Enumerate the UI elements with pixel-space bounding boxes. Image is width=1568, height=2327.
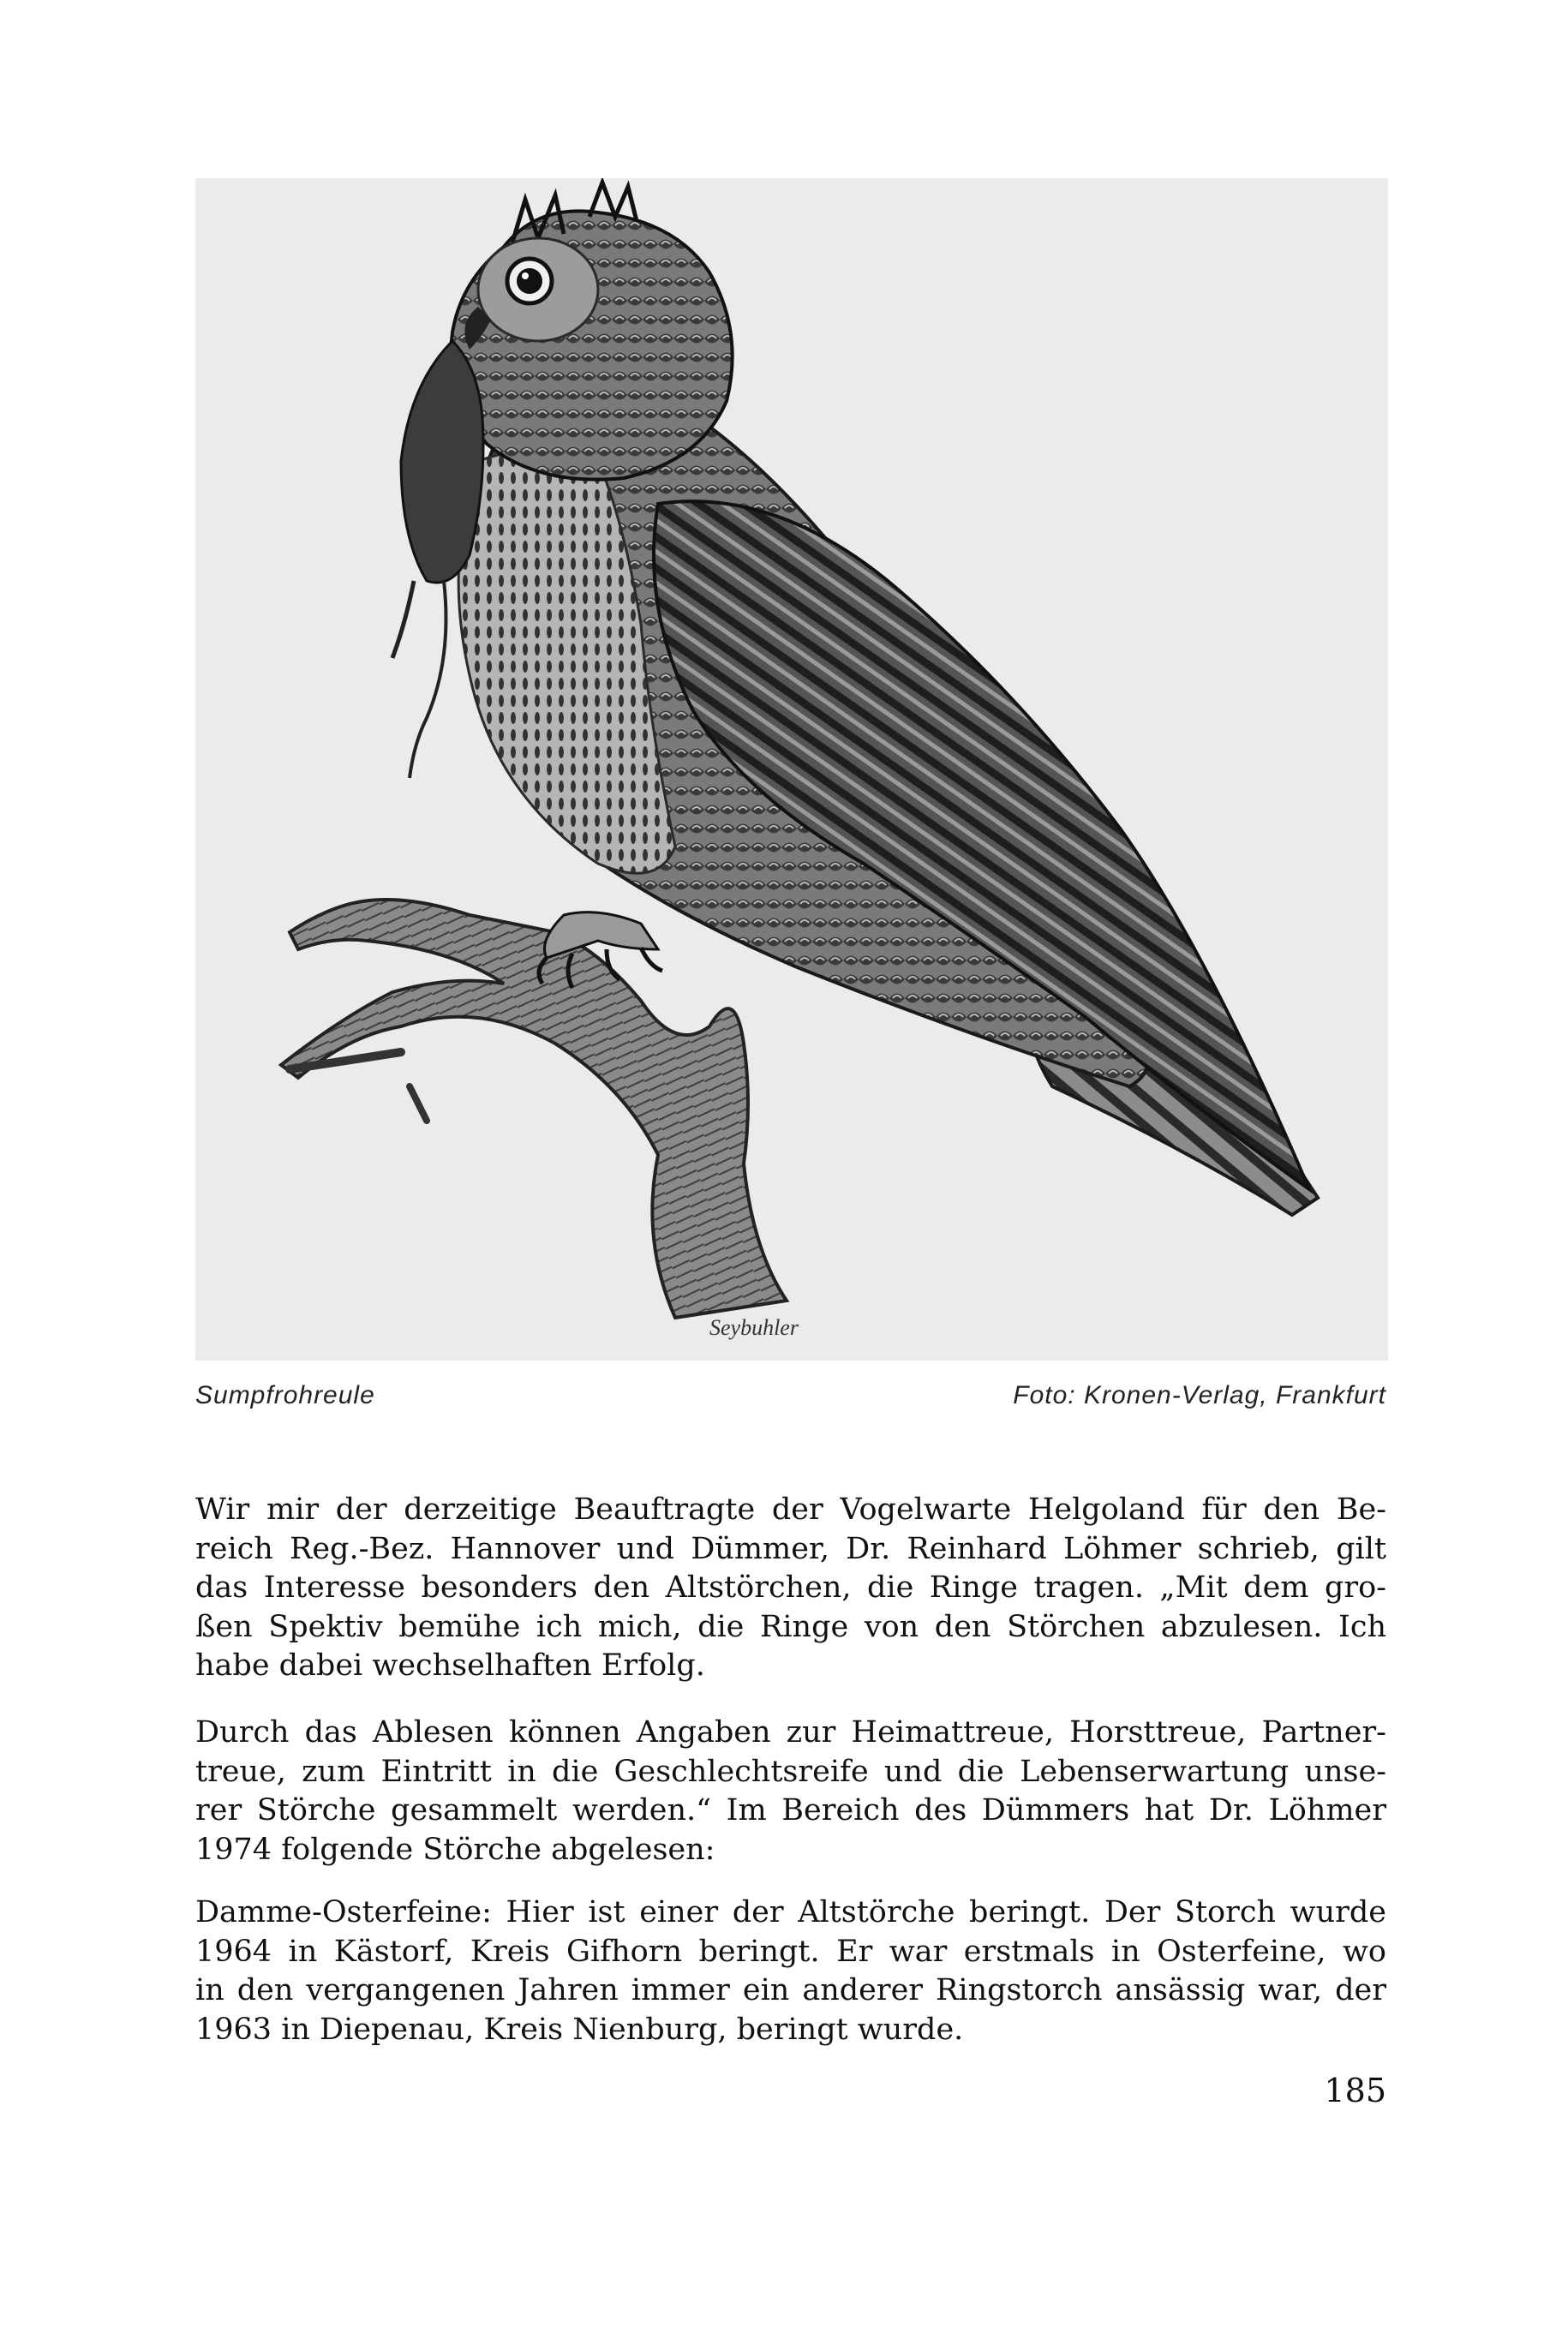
text-line: 1963 in Diepenau, Kreis Nienburg, beringt wurde. bbox=[195, 2012, 964, 2047]
text-line: in den vergangenen Jahren immer ein anderer Ringstorch ansässig war, der bbox=[195, 1973, 1386, 2007]
mouse-prey bbox=[401, 341, 483, 583]
text-line: rer Störche gesammelt werden.“ Im Bereich des Dümmers hat Dr. Löhmer bbox=[195, 1793, 1386, 1828]
text-line: reich Reg.-Bez. Hannover und Dümmer, Dr. Reinhard Löhmer schrieb, gilt bbox=[195, 1531, 1386, 1566]
paragraph bbox=[195, 1714, 1386, 1869]
paragraph bbox=[195, 1893, 1386, 2049]
text-line: 1974 folgende Störche abgelesen: bbox=[195, 1832, 715, 1867]
text-line: Wir mir der derzeitige Beauftragte der Vogelwarte Helgoland für den Be- bbox=[195, 1493, 1386, 1527]
text-line: ßen Spektiv bemühe ich mich, die Ringe von den Störchen abzulesen. Ich bbox=[195, 1609, 1386, 1644]
paragraph bbox=[195, 1491, 1386, 1686]
text-line: treue, zum Eintritt in die Geschlechtsreife und die Lebenserwartung unse- bbox=[195, 1754, 1386, 1789]
figure-caption: Sumpfrohreule bbox=[195, 1381, 375, 1409]
artist-signature: Seybuhler bbox=[709, 1315, 799, 1340]
text-line: 1964 in Kästorf, Kreis Gifhorn beringt. Er war erstmals in Osterfeine, wo bbox=[195, 1934, 1386, 1969]
text-line: das Interesse besonders den Altstörchen, die Ringe tragen. „Mit dem gro- bbox=[195, 1570, 1386, 1605]
owl-illustration bbox=[195, 178, 1388, 1361]
head bbox=[451, 211, 732, 479]
text-line: habe dabei wechselhaften Erfolg. bbox=[195, 1648, 705, 1683]
page-number: 185 bbox=[1324, 2072, 1386, 2109]
text-line: Durch das Ablesen können Angaben zur Heimattreue, Horsttreue, Partner- bbox=[195, 1715, 1386, 1750]
text-line: Damme-Osterfeine: Hier ist einer der Altstörche beringt. Der Storch wurde bbox=[195, 1895, 1386, 1929]
owl-drawing bbox=[195, 178, 1388, 1361]
photo-credit: Foto: Kronen-Verlag, Frankfurt bbox=[1013, 1381, 1386, 1409]
branch bbox=[281, 900, 787, 1318]
